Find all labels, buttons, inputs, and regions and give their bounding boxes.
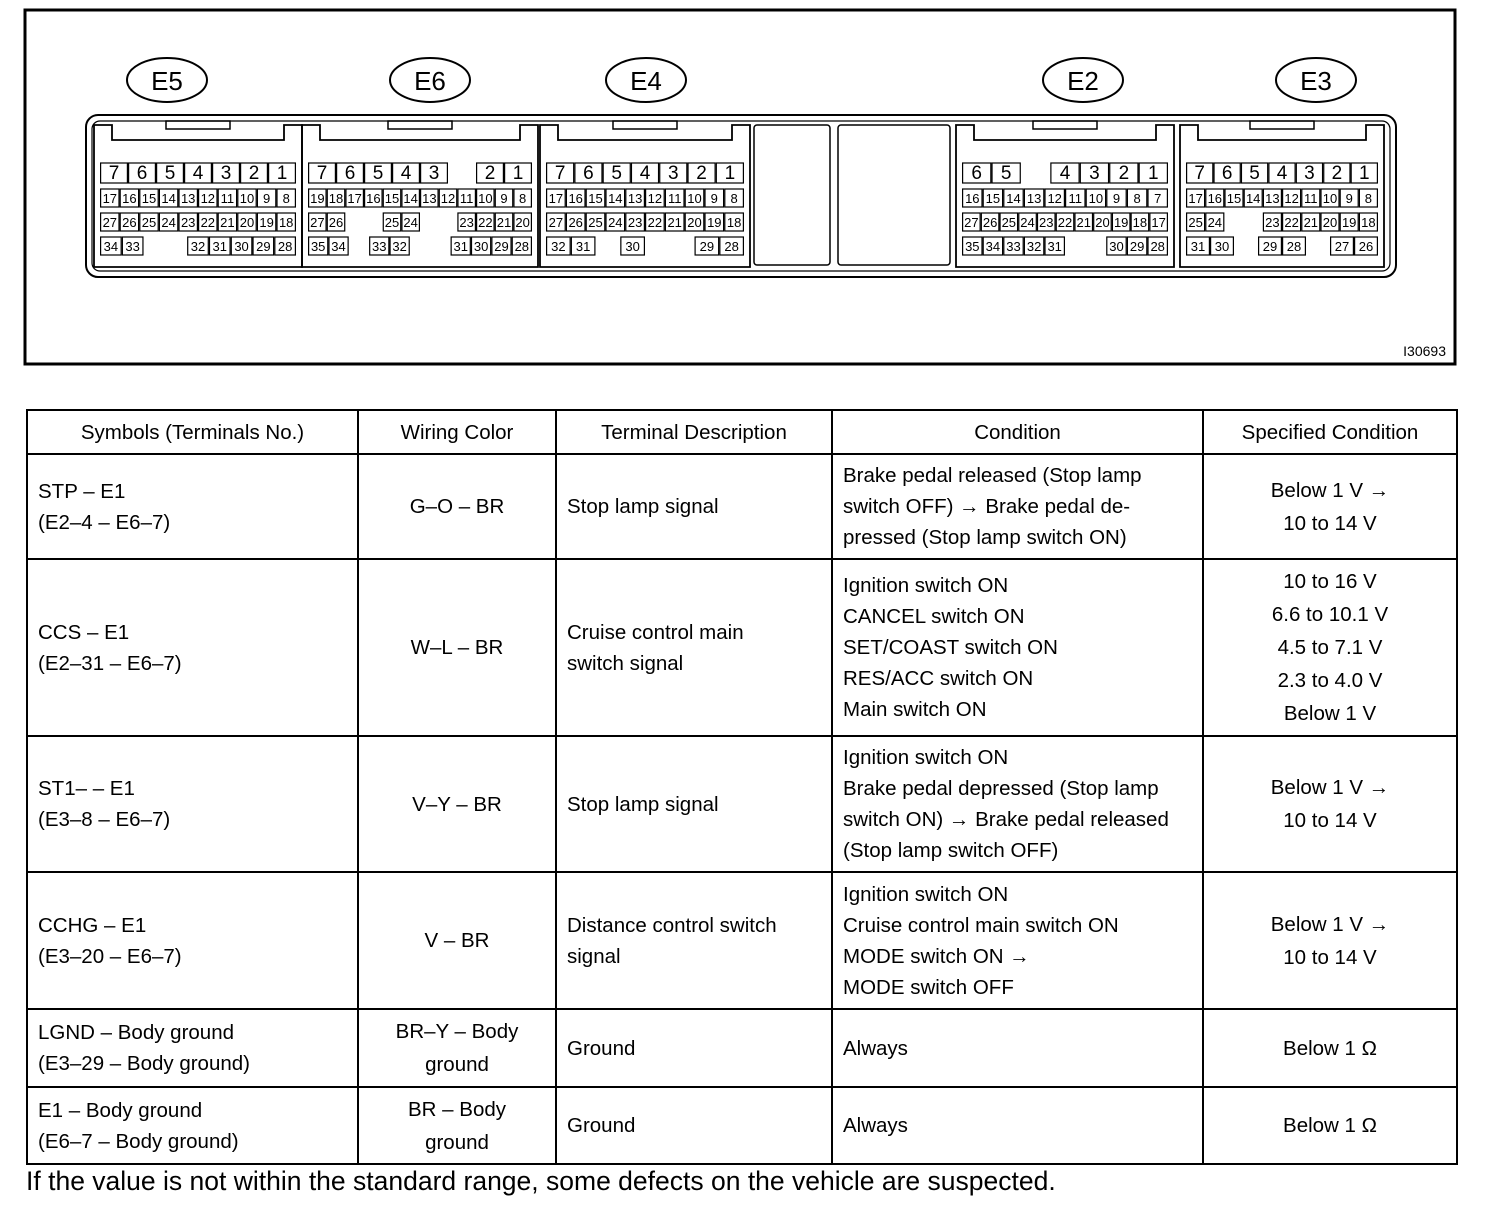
terminal-number: 29 (1262, 239, 1278, 254)
terminal-number: 8 (730, 191, 738, 206)
terminal-number: 16 (965, 191, 980, 206)
terminal-number: 25 (1188, 215, 1203, 230)
connector-e2 (956, 58, 1174, 267)
terminal-number: 16 (568, 191, 583, 206)
terminal-number: 21 (1076, 215, 1091, 230)
terminal-number: 33 (1006, 239, 1021, 254)
terminal-number: 26 (122, 215, 137, 230)
terminal-number: 12 (1047, 191, 1062, 206)
terminal-number: 32 (392, 239, 407, 254)
terminal-number: 5 (611, 163, 623, 184)
wiring-color-cell: V – BR (358, 872, 556, 1009)
specified-condition-cell: 10 to 16 V 6.6 to 10.1 V 4.5 to 7.1 V 2.3 to 4.0 V Below 1 V (1203, 559, 1457, 736)
table-row (27, 559, 1457, 736)
terminal-number: 16 (1207, 191, 1223, 206)
header-symbols: Symbols (Terminals No.) (27, 410, 358, 454)
terminal-number: 2 (1331, 163, 1343, 184)
terminal-number: 12 (647, 191, 663, 206)
terminal-number: 29 (494, 239, 509, 254)
specified-condition-cell: Below 1 V → 10 to 14 V (1203, 736, 1457, 872)
terminal-number: 27 (102, 215, 118, 230)
terminal-number: 12 (440, 191, 456, 206)
header-wiring-color: Wiring Color (358, 410, 556, 454)
terminal-number: 4 (400, 163, 412, 184)
terminal-number: 12 (200, 191, 216, 206)
terminal-number: 4 (639, 163, 651, 184)
terminal-number: 20 (687, 215, 702, 230)
terminal-number: 17 (102, 191, 118, 206)
terminal-number: 4 (1059, 163, 1071, 184)
terminal-number: 22 (478, 215, 493, 230)
description-cell: Cruise control main switch signal (556, 559, 832, 736)
terminal-number: 15 (141, 191, 157, 206)
terminal-number: 4 (1276, 163, 1288, 184)
connector-latch (613, 121, 677, 129)
terminal-number: 28 (1286, 239, 1302, 254)
terminal-number: 5 (164, 163, 176, 184)
terminal-number: 35 (965, 239, 980, 254)
terminal-number: 20 (515, 215, 530, 230)
terminal-number: 25 (384, 215, 400, 230)
connector-label: E6 (414, 66, 446, 96)
terminal-number: 1 (724, 163, 736, 184)
terminal-number: 20 (1322, 215, 1338, 230)
terminal-number: 2 (1118, 163, 1130, 184)
terminal-number: 8 (1133, 191, 1141, 206)
terminal-number: 10 (478, 191, 493, 206)
connector-label: E2 (1067, 66, 1099, 96)
condition-cell: Ignition switch ON Cruise control main switch ON MODE switch ON → MODE switch OFF (832, 872, 1203, 1009)
condition-cell: Always (832, 1009, 1203, 1087)
terminal-number: 3 (220, 163, 232, 184)
terminal-number: 18 (1361, 215, 1376, 230)
header-terminal-description: Terminal Description (556, 410, 832, 454)
terminal-number: 25 (1001, 215, 1017, 230)
terminal-number: 31 (453, 239, 468, 254)
terminal-number: 26 (328, 215, 344, 230)
terminal-number: 28 (514, 239, 530, 254)
terminal-number: 1 (1147, 163, 1159, 184)
terminal-number: 9 (500, 191, 508, 206)
terminal-number: 14 (1006, 191, 1021, 206)
terminal-number: 3 (1304, 163, 1315, 184)
terminal-number: 19 (707, 215, 722, 230)
table-row (27, 872, 1457, 1009)
figure-code: I30693 (1403, 343, 1446, 359)
terminal-number: 8 (282, 191, 290, 206)
condition-cell: Ignition switch ON CANCEL switch ON SET/COAST switch ON RES/ACC switch ON Main switch ON (832, 559, 1203, 736)
header-condition: Condition (832, 410, 1203, 454)
terminal-number: 17 (1188, 191, 1203, 206)
terminal-number: 13 (422, 191, 437, 206)
terminal-number: 27 (964, 215, 979, 230)
symbol-cell: E1 – Body ground (E6–7 – Body ground) (27, 1087, 358, 1164)
connector-label: E5 (151, 66, 183, 96)
terminal-number: 10 (1322, 191, 1338, 206)
specified-condition-cell: Below 1 V → 10 to 14 V (1203, 454, 1457, 559)
symbol-cell: CCS – E1 (E2–31 – E6–7) (27, 559, 358, 736)
terminal-number: 22 (647, 215, 663, 230)
condition-cell: Always (832, 1087, 1203, 1164)
terminal-number: 27 (1334, 239, 1350, 254)
terminal-number: 11 (667, 191, 682, 206)
terminal-number: 14 (608, 191, 623, 206)
terminal-number: 12 (1284, 191, 1299, 206)
terminal-number: 15 (588, 191, 603, 206)
connectors-group (94, 58, 1384, 267)
connector-label: E3 (1300, 66, 1332, 96)
table-row (27, 454, 1457, 559)
terminal-number: 1 (1358, 163, 1370, 184)
terminal-number: 18 (328, 191, 344, 206)
terminal-number: 29 (699, 239, 715, 254)
terminal-number: 5 (372, 163, 384, 184)
terminal-number: 19 (1341, 215, 1357, 230)
table-header-row (27, 410, 1457, 454)
terminal-number: 28 (1150, 239, 1165, 254)
terminal-number: 31 (1047, 239, 1062, 254)
terminal-number: 24 (1020, 215, 1035, 230)
terminal-number: 24 (403, 215, 418, 230)
terminal-number: 21 (496, 215, 512, 230)
terminal-number: 17 (1151, 215, 1166, 230)
terminal-number: 30 (625, 239, 640, 254)
symbol-cell: ST1– – E1 (E3–8 – E6–7) (27, 736, 358, 872)
terminal-number: 3 (428, 163, 440, 184)
connector-latch (166, 121, 230, 129)
terminal-number: 23 (180, 215, 196, 230)
terminal-number: 26 (982, 215, 998, 230)
terminal-number: 9 (1112, 191, 1121, 206)
terminal-number: 27 (548, 215, 564, 230)
terminal-number: 26 (568, 215, 583, 230)
terminal-number: 33 (125, 239, 140, 254)
terminal-number: 8 (1364, 191, 1373, 206)
terminal-number: 32 (190, 239, 206, 254)
terminal-number: 22 (1057, 215, 1073, 230)
terminal-number: 7 (554, 163, 566, 184)
terminal-number: 11 (459, 191, 474, 206)
terminal-number: 13 (1265, 191, 1280, 206)
terminal-number: 35 (310, 239, 326, 254)
specified-condition-cell: Below 1 V → 10 to 14 V (1203, 872, 1457, 1009)
terminal-number: 30 (1109, 239, 1124, 254)
symbol-cell: STP – E1 (E2–4 – E6–7) (27, 454, 358, 559)
blank-cavity (838, 125, 950, 265)
terminal-number: 29 (1129, 239, 1145, 254)
terminal-number: 1 (512, 163, 524, 184)
terminal-number: 30 (1214, 239, 1230, 254)
terminal-number: 11 (1304, 191, 1318, 206)
terminal-number: 6 (1221, 163, 1233, 184)
connector-label: E4 (630, 66, 662, 96)
blank-cavity (754, 125, 830, 265)
terminal-number: 15 (985, 191, 1001, 206)
terminal-number: 31 (212, 239, 228, 254)
terminal-number: 28 (277, 239, 293, 254)
terminal-number: 20 (239, 215, 255, 230)
terminal-number: 24 (161, 215, 176, 230)
terminal-number: 19 (259, 215, 274, 230)
wiring-color-cell: BR–Y – Body ground (358, 1009, 556, 1087)
connector-e4 (540, 58, 750, 267)
terminal-number: 8 (519, 191, 527, 206)
wiring-color-cell: W–L – BR (358, 559, 556, 736)
terminal-number: 25 (141, 215, 157, 230)
terminal-number: 11 (1068, 191, 1083, 206)
terminal-number: 21 (220, 215, 235, 230)
terminal-number: 10 (687, 191, 702, 206)
connector-latch (1033, 121, 1097, 129)
wiring-color-cell: V–Y – BR (358, 736, 556, 872)
terminal-number: 17 (347, 191, 362, 206)
terminal-number: 19 (310, 191, 325, 206)
connector-e5 (94, 58, 302, 267)
terminal-number: 7 (1154, 191, 1162, 206)
terminal-number: 15 (384, 191, 400, 206)
terminal-number: 30 (234, 239, 249, 254)
terminal-number: 16 (366, 191, 381, 206)
terminal-number: 22 (200, 215, 216, 230)
specified-condition-cell: Below 1 Ω (1203, 1087, 1457, 1164)
terminal-number: 7 (108, 163, 120, 184)
terminal-number: 31 (1190, 239, 1206, 254)
terminal-number: 14 (403, 191, 418, 206)
terminal-number: 18 (1132, 215, 1148, 230)
description-cell: Stop lamp signal (556, 454, 832, 559)
table-row (27, 1087, 1457, 1164)
terminal-number: 15 (1226, 191, 1242, 206)
connector-e6 (302, 58, 538, 267)
terminal-spec-table (26, 409, 1458, 1165)
terminal-number: 34 (985, 239, 1001, 254)
condition-cell: Ignition switch ON Brake pedal depressed (Stop lamp switch ON) → Brake pedal released (Stop lamp switch OFF) (832, 736, 1203, 872)
terminal-number: 3 (667, 163, 679, 184)
terminal-number: 6 (136, 163, 148, 184)
terminal-number: 6 (583, 163, 594, 184)
terminal-number: 24 (1207, 215, 1223, 230)
footnote: If the value is not within the standard range, some defects on the vehicle are suspected. (26, 1166, 1056, 1196)
terminal-number: 23 (1265, 215, 1280, 230)
terminal-number: 19 (1113, 215, 1129, 230)
terminal-number: 5 (1249, 163, 1260, 184)
terminal-number: 16 (122, 191, 137, 206)
terminal-number: 21 (1303, 215, 1319, 230)
terminal-number: 9 (710, 191, 718, 206)
connector-latch (1250, 121, 1314, 129)
terminal-number: 31 (575, 239, 591, 254)
terminal-number: 33 (372, 239, 387, 254)
terminal-number: 18 (278, 215, 294, 230)
description-cell: Stop lamp signal (556, 736, 832, 872)
terminal-number: 32 (1026, 239, 1042, 254)
terminal-number: 14 (1245, 191, 1261, 206)
wiring-color-cell: BR – Body ground (358, 1087, 556, 1164)
specified-condition-cell: Below 1 Ω (1203, 1009, 1457, 1087)
terminal-number: 10 (1088, 191, 1104, 206)
condition-cell: Brake pedal released (Stop lamp switch OFF) → Brake pedal de- pressed (Stop lamp switch ON) (832, 454, 1203, 559)
terminal-number: 11 (220, 191, 235, 206)
connector-diagram (0, 0, 1504, 400)
terminal-number: 1 (276, 163, 288, 184)
terminal-number: 26 (1358, 239, 1374, 254)
terminal-number: 13 (1026, 191, 1042, 206)
terminal-number: 9 (262, 191, 271, 206)
terminal-number: 9 (1345, 191, 1353, 206)
diagram-frame (25, 10, 1455, 364)
terminal-number: 20 (1095, 215, 1110, 230)
terminal-number: 13 (180, 191, 196, 206)
terminal-number: 32 (551, 239, 566, 254)
terminal-number: 2 (696, 163, 707, 184)
terminal-number: 10 (239, 191, 255, 206)
terminal-number: 6 (344, 163, 356, 184)
terminal-number: 14 (161, 191, 176, 206)
terminal-number: 2 (484, 163, 496, 184)
terminal-number: 21 (667, 215, 682, 230)
terminal-number: 34 (331, 239, 346, 254)
terminal-number: 6 (971, 163, 983, 184)
header-specified-condition: Specified Condition (1203, 410, 1457, 454)
terminal-number: 2 (248, 163, 260, 184)
terminal-number: 30 (473, 239, 489, 254)
terminal-number: 24 (608, 215, 623, 230)
wiring-color-cell: G–O – BR (358, 454, 556, 559)
terminal-number: 13 (627, 191, 643, 206)
terminal-number: 18 (726, 215, 742, 230)
terminal-number: 28 (724, 239, 739, 254)
terminal-number: 3 (1089, 163, 1100, 184)
terminal-number: 27 (310, 215, 325, 230)
terminal-number: 23 (627, 215, 643, 230)
symbol-cell: LGND – Body ground (E3–29 – Body ground) (27, 1009, 358, 1087)
terminal-number: 29 (256, 239, 271, 254)
terminal-number: 5 (1000, 163, 1012, 184)
terminal-number: 23 (459, 215, 474, 230)
terminal-number: 17 (548, 191, 564, 206)
connector-e3 (1180, 58, 1384, 267)
terminal-number: 4 (192, 163, 204, 184)
table-row (27, 1009, 1457, 1087)
terminal-number: 7 (316, 163, 328, 184)
description-cell: Ground (556, 1009, 832, 1087)
description-cell: Distance control switch signal (556, 872, 832, 1009)
terminal-number: 25 (588, 215, 603, 230)
table-row (27, 736, 1457, 872)
terminal-number: 22 (1284, 215, 1299, 230)
terminal-number: 23 (1039, 215, 1054, 230)
description-cell: Ground (556, 1087, 832, 1164)
terminal-number: 34 (103, 239, 119, 254)
symbol-cell: CCHG – E1 (E3–20 – E6–7) (27, 872, 358, 1009)
terminal-number: 7 (1194, 163, 1206, 184)
connector-latch (388, 121, 452, 129)
